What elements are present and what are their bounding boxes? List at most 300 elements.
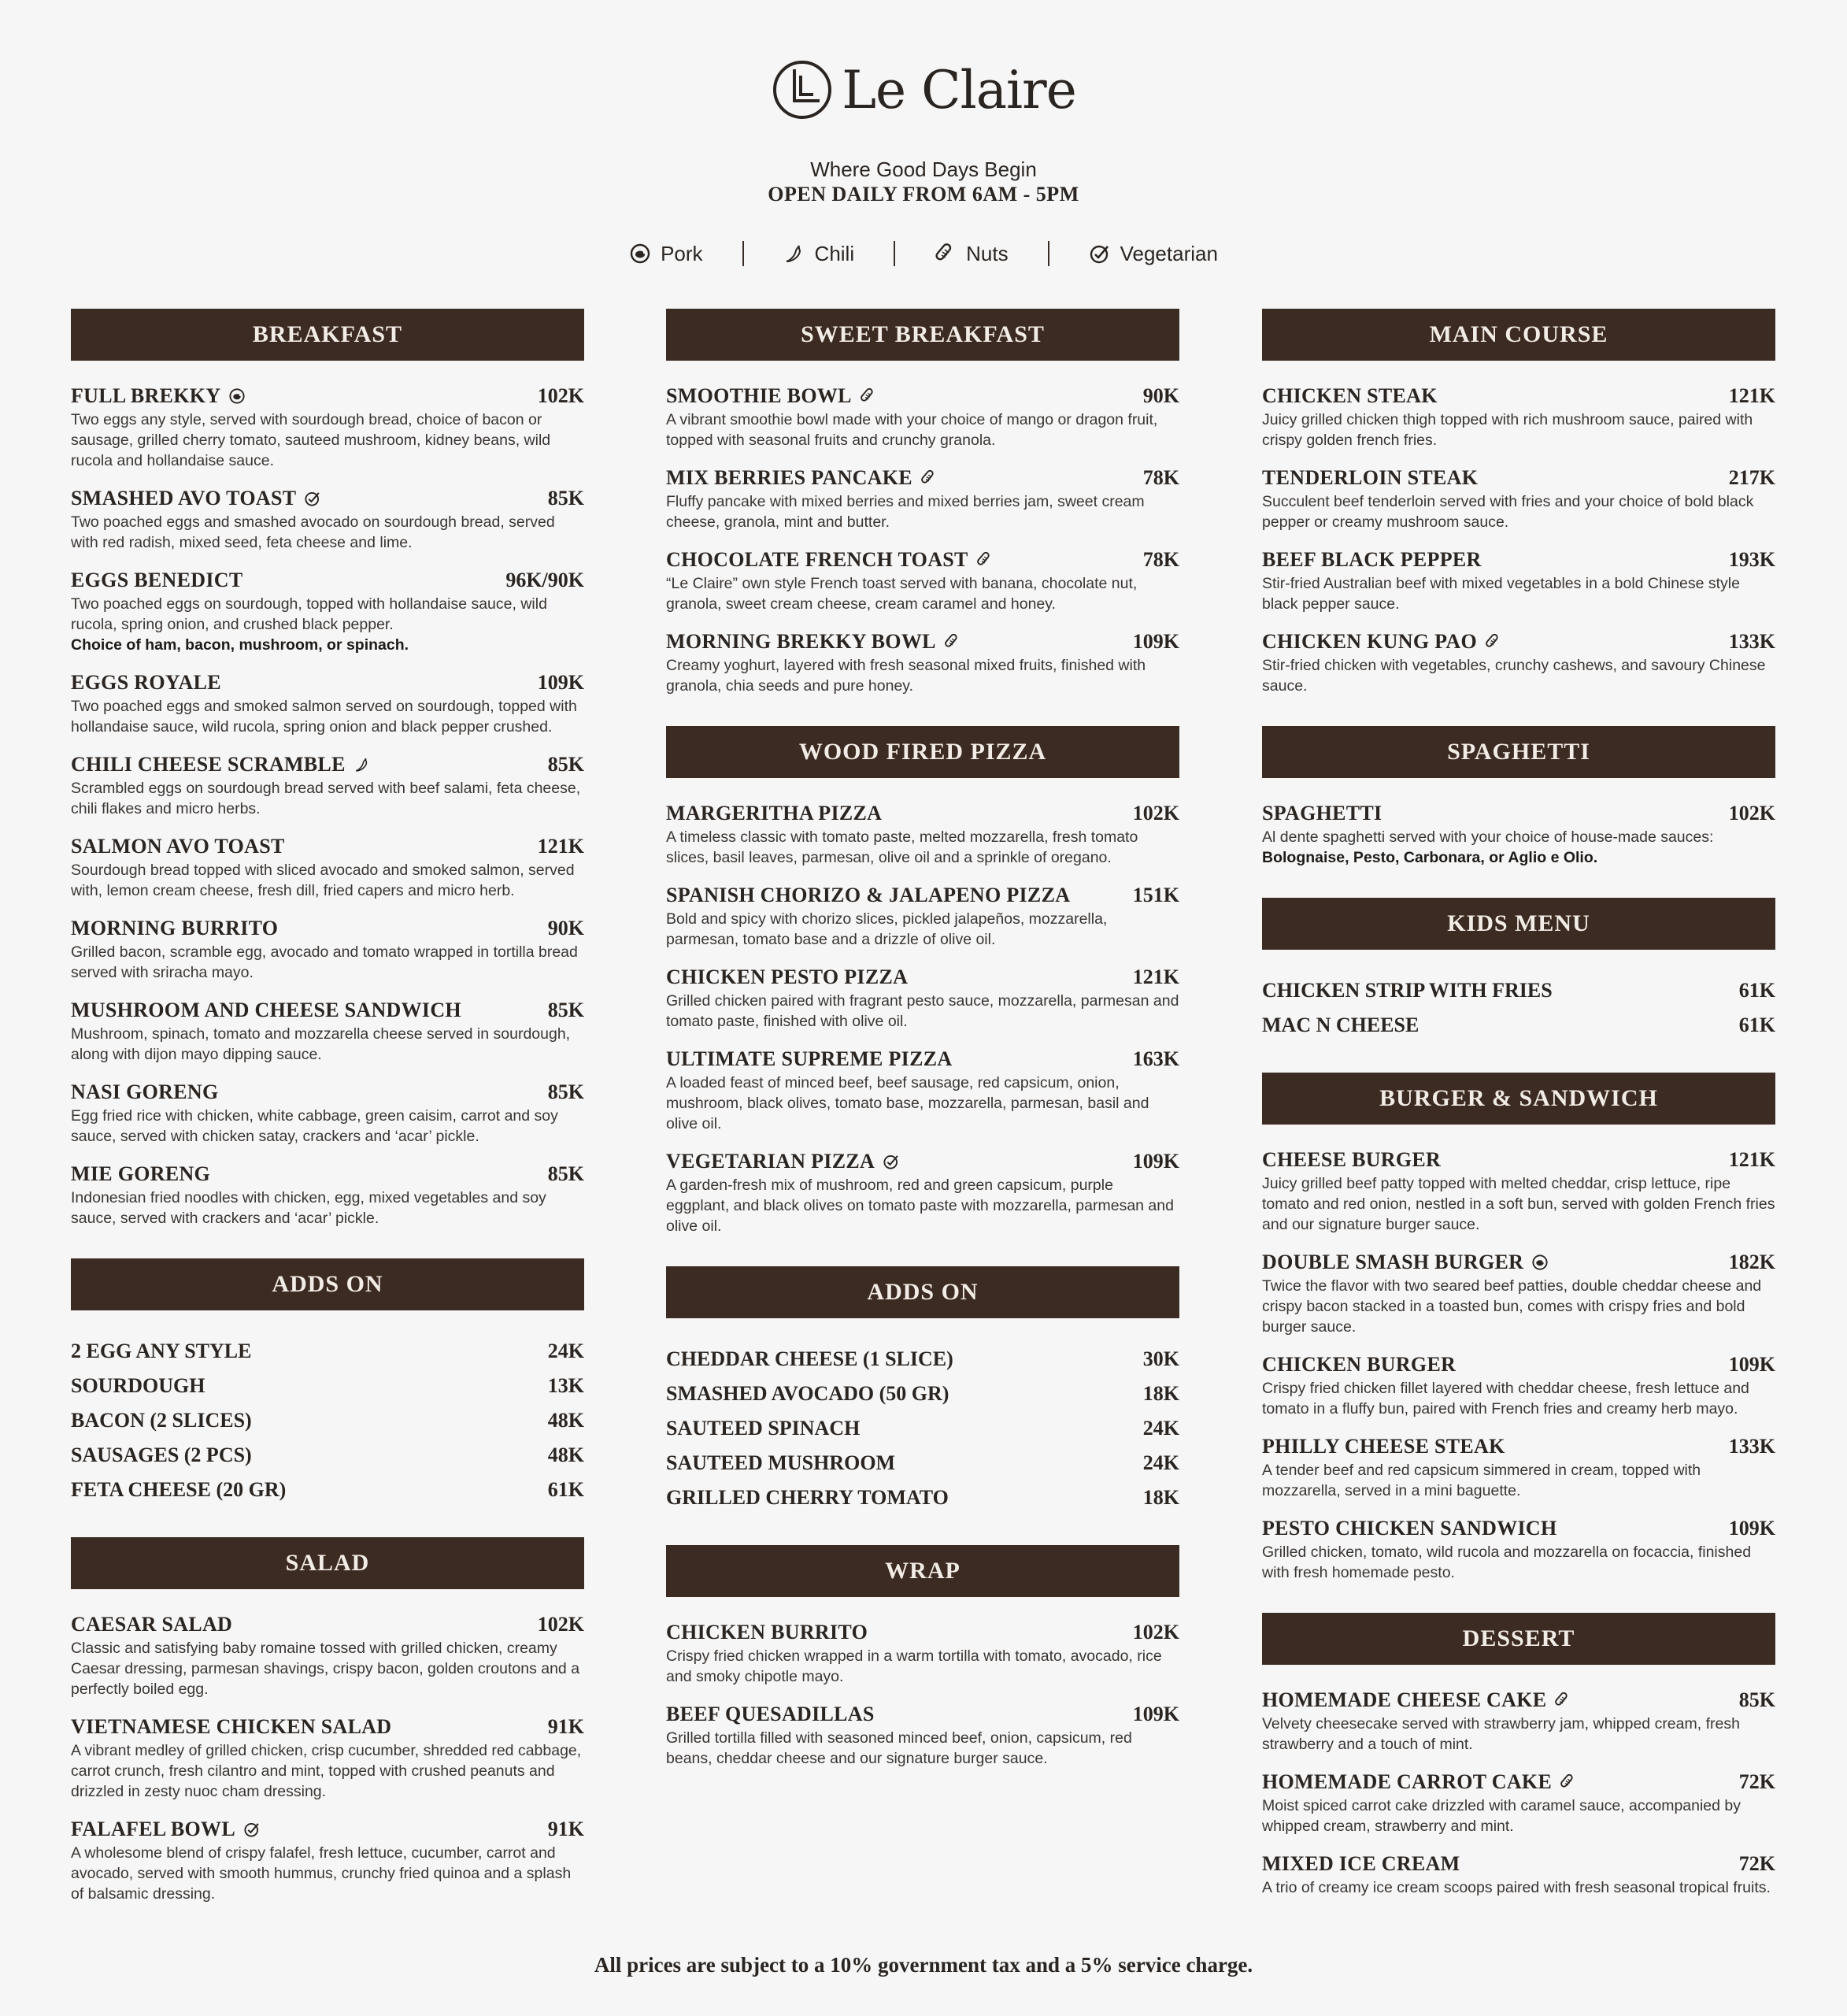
addon-price: 61K [1738, 979, 1775, 1002]
menu-item-price: 102K [1132, 802, 1179, 825]
addon-price: 18K [1142, 1382, 1179, 1405]
menu-item-price: 91K [547, 1818, 584, 1840]
menu-item [71, 1080, 584, 1147]
menu-column-left [71, 309, 584, 1934]
menu-item [71, 753, 584, 819]
addon-name: CHICKEN STRIP WITH FRIES [1262, 979, 1553, 1002]
tax-notice: All prices are subject to a 10% government tax and a 5% service charge. [594, 1953, 1253, 1977]
menu-item-name [666, 965, 908, 989]
menu-item-price: 151K [1132, 884, 1179, 906]
addon-item [71, 1334, 584, 1369]
nuts-icon [944, 633, 961, 650]
menu-item-price: 133K [1728, 630, 1775, 653]
vegetarian-icon [304, 490, 321, 507]
menu-item-title: CHICKEN PESTO PIZZA [666, 965, 909, 988]
menu-item-name [1262, 630, 1502, 654]
menu-item-price: 121K [1728, 1148, 1775, 1171]
menu-item-title: PESTO CHICKEN SANDWICH [1262, 1517, 1557, 1540]
section-heading: DESSERT [1262, 1613, 1775, 1665]
menu-item [666, 965, 1179, 1032]
menu-item-header [1262, 1770, 1775, 1794]
menu-item [71, 1715, 584, 1802]
menu-item-name [1262, 1517, 1557, 1540]
menu-item-title: EGGS ROYALE [71, 671, 221, 694]
addon-price: 24K [547, 1340, 584, 1362]
menu-item-price: 90K [547, 917, 584, 939]
addon-price: 30K [1142, 1347, 1179, 1370]
menu-item [1262, 384, 1775, 450]
menu-item-description: Egg fried rice with chicken, white cabbage, green caisim, carrot and soy sauce, served with chicken satay, crackers and ‘acar’ pickle. [71, 1107, 558, 1145]
menu-item-description: Grilled chicken, tomato, wild rucola and mozzarella on focaccia, finished with fresh homemade pesto. [1262, 1544, 1752, 1581]
menu-item-name [666, 384, 877, 408]
tagline: Where Good Days Begin [810, 158, 1037, 181]
menu-item-name [1262, 466, 1478, 490]
menu-item-title: CHICKEN STEAK [1262, 384, 1438, 407]
menu-item [1262, 1148, 1775, 1235]
menu-item-title: BEEF QUESADILLAS [666, 1703, 875, 1725]
addon-price: 24K [1142, 1417, 1179, 1440]
menu-section-dessert [1262, 1613, 1775, 1898]
menu-item-name [71, 569, 242, 592]
menu-item-price: 121K [1728, 384, 1775, 407]
menu-item [1262, 802, 1775, 868]
menu-section-spaghetti [1262, 726, 1775, 868]
menu-item-header [71, 835, 584, 858]
section-heading: MAIN COURSE [1262, 309, 1775, 361]
menu-item-name [71, 671, 221, 695]
menu-item [1262, 1353, 1775, 1419]
menu-section-breakfast [71, 309, 584, 1228]
menu-item-title: CHICKEN KUNG PAO [1262, 630, 1477, 653]
addon-name: CHEDDAR CHEESE (1 SLICE) [666, 1347, 953, 1370]
legend-chili [744, 242, 894, 266]
addon-name: MAC N CHEESE [1262, 1014, 1419, 1036]
menu-item-title: MIXED ICE CREAM [1262, 1852, 1460, 1875]
menu-item-price: 102K [1132, 1621, 1179, 1644]
menu-item-price: 90K [1142, 384, 1179, 407]
menu-section-salad [71, 1537, 584, 1904]
nuts-icon [860, 387, 877, 405]
section-heading: KIDS MENU [1262, 898, 1775, 950]
menu-item-description: Juicy grilled chicken thigh topped with rich mushroom sauce, paired with crispy golden french fries. [1262, 411, 1753, 449]
menu-item-header [666, 884, 1179, 907]
menu-item-name [666, 1703, 875, 1726]
menu-item [666, 1703, 1179, 1769]
menu-item-price: 121K [537, 835, 584, 858]
menu-item-header [666, 1621, 1179, 1644]
pork-icon [228, 387, 246, 405]
menu-item-header [666, 548, 1179, 572]
menu-item-header [666, 1703, 1179, 1726]
menu-item-name [666, 884, 1070, 907]
menu-item [666, 630, 1179, 696]
menu-item-price: 85K [547, 753, 584, 776]
menu-item-description: Crispy fried chicken wrapped in a warm tortilla with tomato, avocado, rice and smoky chipotle mayo. [666, 1647, 1162, 1685]
addon-name: BACON (2 SLICES) [71, 1409, 252, 1432]
menu-item-name [71, 1715, 391, 1739]
addon-item [666, 1446, 1179, 1480]
menu-item-name [1262, 1688, 1571, 1712]
addon-item [71, 1473, 584, 1507]
menu-item-price: 72K [1738, 1770, 1775, 1793]
menu-item-header [1262, 1517, 1775, 1540]
menu-item-title: SPANISH CHORIZO & JALAPENO PIZZA [666, 884, 1071, 906]
menu-item-name [666, 1047, 952, 1071]
addon-name: SAUTEED SPINACH [666, 1417, 861, 1440]
menu-item-title: CHILI CHEESE SCRAMBLE [71, 753, 346, 776]
menu-item-header [1262, 1353, 1775, 1377]
nuts-icon [976, 551, 994, 569]
menu-column-right [1262, 309, 1775, 1928]
menu-item-description: Succulent beef tenderloin served with fries and your choice of bold black pepper or creamy mushroom sauce. [1262, 493, 1754, 531]
pork-icon [1531, 1254, 1549, 1271]
menu-item-description: A trio of creamy ice cream scoops paired with fresh seasonal tropical fruits. [1262, 1879, 1771, 1896]
menu-item-price: 182K [1728, 1251, 1775, 1273]
addon-name: FETA CHEESE (20 GR) [71, 1478, 287, 1501]
menu-item-header [1262, 1688, 1775, 1712]
section-heading: WOOD FIRED PIZZA [666, 726, 1179, 778]
menu-item-description: Velvety cheesecake served with strawberry jam, whipped cream, fresh strawberry and a touch of mint. [1262, 1715, 1740, 1753]
menu-item-description: Moist spiced carrot cake drizzled with caramel sauce, accompanied by whipped cream, strawberry and mint. [1262, 1797, 1742, 1835]
addon-item [666, 1377, 1179, 1411]
menu-item [666, 548, 1179, 614]
menu-item-name [1262, 802, 1382, 825]
dietary-legend [0, 241, 1847, 266]
menu-item-title: SMOOTHIE BOWL [666, 384, 852, 407]
menu-item-description: A vibrant medley of grilled chicken, crisp cucumber, shredded red cabbage, carrot crunch, fresh cilantro and mint, topped with crushed peanuts and drizzled in zesty nuoc cham dressing. [71, 1742, 582, 1800]
menu-section-sweet-breakfast [666, 309, 1179, 696]
nuts-icon [920, 469, 938, 487]
menu-section-wrap [666, 1545, 1179, 1769]
menu-item [1262, 1770, 1775, 1836]
menu-section-main-course [1262, 309, 1775, 696]
menu-item-name [1262, 1852, 1460, 1876]
brand-logo [0, 58, 1847, 121]
menu-item-description: Stir-fried chicken with vegetables, crunchy cashews, and savoury Chinese sauce. [1262, 657, 1766, 695]
addon-price: 24K [1142, 1451, 1179, 1474]
menu-item [666, 884, 1179, 950]
nuts-icon [1554, 1692, 1571, 1709]
menu-item-name [71, 999, 461, 1022]
section-heading: SALAD [71, 1537, 584, 1589]
addon-item [666, 1411, 1179, 1446]
menu-item-name [1262, 1353, 1456, 1377]
menu-item-description: Mushroom, spinach, tomato and mozzarella cheese served in sourdough, along with dijon mayo dipping sauce. [71, 1025, 571, 1063]
menu-item-name [71, 917, 278, 940]
menu-item-name [666, 802, 882, 825]
menu-item-description: A vibrant smoothie bowl made with your choice of mango or dragon fruit, topped with seasonal fruits and crunchy granola. [666, 411, 1158, 449]
menu-item [71, 999, 584, 1065]
menu-item-price: 78K [1142, 466, 1179, 489]
menu-item-price: 85K [547, 487, 584, 510]
addon-price: 18K [1142, 1486, 1179, 1509]
menu-item-header [71, 1080, 584, 1104]
menu-item [666, 384, 1179, 450]
menu-item-price: 109K [1132, 1703, 1179, 1725]
legend-label: Chili [814, 241, 855, 265]
menu-item-name [71, 1818, 261, 1841]
addon-name: GRILLED CHERRY TOMATO [666, 1486, 949, 1509]
menu-item-name [71, 835, 285, 858]
menu-item-name [1262, 1251, 1549, 1274]
menu-item-header [1262, 630, 1775, 654]
menu-item-title: VEGETARIAN PIZZA [666, 1150, 875, 1173]
pork-icon [629, 243, 651, 265]
menu-item-title: MARGERITHA PIZZA [666, 802, 883, 825]
menu-item-title: TENDERLOIN STEAK [1262, 466, 1479, 489]
menu-item [666, 1150, 1179, 1236]
menu-item-header [71, 753, 584, 776]
menu-item-title: VIETNAMESE CHICKEN SALAD [71, 1715, 392, 1738]
legend-label: Nuts [966, 241, 1009, 265]
addon-name: SAUTEED MUSHROOM [666, 1451, 896, 1474]
menu-item-header [1262, 1251, 1775, 1274]
menu-item-header [666, 384, 1179, 408]
menu-item-description: A wholesome blend of crispy falafel, fresh lettuce, cucumber, carrot and avocado, served with smooth hummus, crunchy fried quinoa and a splash of balsamic dressing. [71, 1844, 572, 1903]
nuts-icon [1485, 633, 1502, 650]
menu-item-description: A garden-fresh mix of mushroom, red and green capsicum, purple eggplant, and black olives on tomato paste with mozzarella, parmesan and olive oil. [666, 1177, 1174, 1235]
menu-item-title: NASI GORENG [71, 1080, 219, 1103]
menu-item-header [666, 1150, 1179, 1173]
menu-item-title: CHICKEN BURGER [1262, 1353, 1457, 1376]
menu-item-header [71, 487, 584, 510]
section-heading: ADDS ON [71, 1258, 584, 1310]
addon-price: 48K [547, 1443, 584, 1466]
menu-item [71, 569, 584, 655]
menu-item [666, 466, 1179, 532]
menu-item-title: HOMEMADE CHEESE CAKE [1262, 1688, 1547, 1711]
menu-item-price: 217K [1728, 466, 1775, 489]
menu-item-price: 96K/90K [505, 569, 584, 591]
legend-nuts [895, 242, 1047, 266]
section-heading: SPAGHETTI [1262, 726, 1775, 778]
menu-item-header [666, 466, 1179, 490]
addon-name: SOURDOUGH [71, 1374, 205, 1397]
menu-item-price: 102K [537, 1613, 584, 1636]
menu-item-price: 85K [547, 999, 584, 1021]
menu-item-description: Fluffy pancake with mixed berries and mixed berries jam, sweet cream cheese, granola, mint and butter. [666, 493, 1145, 531]
menu-item-price: 91K [547, 1715, 584, 1738]
menu-item-header [666, 802, 1179, 825]
addon-price: 48K [547, 1409, 584, 1432]
menu-item-title: MORNING BURRITO [71, 917, 279, 939]
menu-item-header [1262, 1435, 1775, 1458]
menu-item-name [666, 548, 994, 572]
menu-item-header [71, 917, 584, 940]
opening-hours: OPEN DAILY FROM 6AM - 5PM [768, 183, 1079, 206]
legend-label: Vegetarian [1120, 241, 1218, 265]
menu-item-note: Choice of ham, bacon, mushroom, or spinach. [71, 636, 409, 654]
menu-item-name [71, 1613, 232, 1636]
menu-item-name [71, 1080, 219, 1104]
menu-item-header [71, 999, 584, 1022]
menu-item-description: Stir-fried Australian beef with mixed vegetables in a bold Chinese style black pepper sauce. [1262, 575, 1740, 613]
menu-item [1262, 630, 1775, 696]
menu-item [666, 802, 1179, 868]
menu-item-title: CHOCOLATE FRENCH TOAST [666, 548, 968, 571]
menu-item-name [71, 753, 371, 776]
addon-price: 13K [547, 1374, 584, 1397]
menu-item-title: MIE GORENG [71, 1162, 211, 1185]
menu-item-name [1262, 384, 1438, 408]
menu-item-description: A tender beef and red capsicum simmered in cream, topped with mozzarella, served in a mini baguette. [1262, 1462, 1701, 1499]
vegetarian-icon [1089, 243, 1111, 265]
menu-item-price: 85K [547, 1080, 584, 1103]
vegetarian-icon [243, 1821, 261, 1838]
addon-price: 61K [547, 1478, 584, 1501]
menu-item-note: Bolognaise, Pesto, Carbonara, or Aglio e Olio. [1262, 849, 1598, 866]
addon-item [71, 1369, 584, 1403]
menu-item-title: BEEF BLACK PEPPER [1262, 548, 1482, 571]
menu-item-price: 109K [537, 671, 584, 694]
menu-item-header [1262, 1148, 1775, 1172]
menu-item-price: 102K [1728, 802, 1775, 825]
addon-item [1262, 1008, 1775, 1043]
menu-item-price: 133K [1728, 1435, 1775, 1458]
menu-item [1262, 1435, 1775, 1501]
addon-item [71, 1438, 584, 1473]
menu-item-price: 109K [1132, 630, 1179, 653]
menu-item-header [71, 1715, 584, 1739]
menu-section-adds-on [71, 1258, 584, 1507]
menu-item [71, 384, 584, 471]
menu-item-description: Two eggs any style, served with sourdough bread, choice of bacon or sausage, grilled cherry tomato, sauteed mushroom, kidney beans, wild rucola and hollandaise sauce. [71, 411, 551, 469]
menu-item-header [71, 1162, 584, 1186]
addon-item [71, 1403, 584, 1438]
menu-item-description: Twice the flavor with two seared beef patties, double cheddar cheese and crispy bacon stacked in a toasted bun, comes with crispy fries and bold burger sauce. [1262, 1277, 1762, 1336]
menu-item-title: PHILLY CHEESE STEAK [1262, 1435, 1505, 1458]
menu-item-name [71, 487, 321, 510]
chili-icon [783, 243, 805, 265]
menu-item-price: 85K [547, 1162, 584, 1185]
legend-label: Pork [661, 241, 703, 265]
menu-item-description: Crispy fried chicken fillet layered with cheddar cheese, fresh lettuce and tomato in a fluffy bun, paired with French fries and creamy herb mayo. [1262, 1380, 1749, 1418]
menu-item-title: DOUBLE SMASH BURGER [1262, 1251, 1524, 1273]
menu-item-title: EGGS BENEDICT [71, 569, 243, 591]
menu-item-header [71, 1818, 584, 1841]
menu-item-name [1262, 1435, 1505, 1458]
menu-item-title: ULTIMATE SUPREME PIZZA [666, 1047, 953, 1070]
menu-item-title: MUSHROOM AND CHEESE SANDWICH [71, 999, 461, 1021]
menu-item [1262, 1517, 1775, 1583]
nuts-icon [935, 243, 957, 265]
menu-item-title: SALMON AVO TOAST [71, 835, 285, 858]
menu-item-description: A timeless classic with tomato paste, melted mozzarella, fresh tomato slices, basil leaves, parmesan, olive oil and a sprinkle of oregano. [666, 828, 1138, 866]
menu-item-name [666, 1621, 868, 1644]
menu-item-description: “Le Claire” own style French toast served with banana, chocolate nut, granola, sweet cream cheese, cream caramel and honey. [666, 575, 1138, 613]
menu-item-header [1262, 384, 1775, 408]
menu-item-header [71, 671, 584, 695]
brand-name: Le Claire [842, 59, 1076, 120]
menu-item-header [666, 630, 1179, 654]
addon-price: 61K [1738, 1014, 1775, 1036]
menu-item-title: CHEESE BURGER [1262, 1148, 1442, 1171]
legend-vegetarian [1049, 242, 1257, 266]
menu-item-header [71, 1613, 584, 1636]
menu-item-header [666, 1047, 1179, 1071]
section-heading: BREAKFAST [71, 309, 584, 361]
addon-item [1262, 973, 1775, 1008]
addon-name: SAUSAGES (2 PCS) [71, 1443, 252, 1466]
menu-item-price: 102K [537, 384, 584, 407]
menu-item-title: MIX BERRIES PANCAKE [666, 466, 912, 489]
menu-item-description: Indonesian fried noodles with chicken, egg, mixed vegetables and soy sauce, served with crackers and ‘acar’ pickle. [71, 1189, 546, 1227]
menu-section-wood-fired-pizza [666, 726, 1179, 1236]
menu-item-header [71, 384, 584, 408]
section-heading: SWEET BREAKFAST [666, 309, 1179, 361]
menu-item [1262, 548, 1775, 614]
menu-item-header [666, 965, 1179, 989]
section-heading: WRAP [666, 1545, 1179, 1597]
section-heading: ADDS ON [666, 1266, 1179, 1318]
menu-item-description: Scrambled eggs on sourdough bread served with beef salami, feta cheese, chili flakes and micro herbs. [71, 780, 581, 817]
section-heading: BURGER & SANDWICH [1262, 1073, 1775, 1125]
menu-item-description: A loaded feast of minced beef, beef sausage, red capsicum, onion, mushroom, black olives, tomato base, mozzarella, parmesan, basil and olive oil. [666, 1074, 1149, 1132]
menu-item-name [666, 1150, 900, 1173]
menu-item-price: 109K [1132, 1150, 1179, 1173]
menu-item [71, 917, 584, 983]
menu-item-price: 109K [1728, 1517, 1775, 1540]
menu-section-kids-menu [1262, 898, 1775, 1043]
menu-item-header [1262, 548, 1775, 572]
nuts-icon [1560, 1773, 1577, 1791]
menu-item [71, 671, 584, 737]
menu-item-price: 85K [1738, 1688, 1775, 1711]
menu-item-price: 121K [1132, 965, 1179, 988]
menu-item [1262, 1852, 1775, 1898]
chili-icon [353, 756, 371, 773]
menu-item-header [1262, 466, 1775, 490]
vegetarian-icon [883, 1153, 900, 1170]
menu-item-title: FULL BREKKY [71, 384, 221, 407]
menu-item-header [71, 569, 584, 592]
menu-column-middle [666, 309, 1179, 1799]
menu-item [71, 487, 584, 553]
menu-item-description: Grilled chicken paired with fragrant pesto sauce, mozzarella, parmesan and tomato paste, finished with olive oil. [666, 992, 1179, 1030]
menu-item-title: SMASHED AVO TOAST [71, 487, 297, 510]
menu-item-name [666, 630, 961, 654]
menu-item-description: Two poached eggs and smoked salmon served on sourdough, topped with hollandaise sauce, wild rucola, spring onion and black pepper crushed. [71, 698, 577, 736]
menu-item-description: Juicy grilled beef patty topped with melted cheddar, crisp lettuce, ripe tomato and red onion, nestled in a soft bun, served with golden French fries and our signature burger sauce. [1262, 1175, 1775, 1233]
menu-item-title: SPAGHETTI [1262, 802, 1382, 825]
menu-item [71, 1162, 584, 1228]
menu-item-name [71, 384, 246, 408]
menu-item-description: Classic and satisfying baby romaine tossed with grilled chicken, creamy Caesar dressing, parmesan shavings, crispy bacon, golden croutons and a perfectly boiled egg. [71, 1640, 580, 1698]
menu-item-title: HOMEMADE CARROT CAKE [1262, 1770, 1553, 1793]
menu-item-header [1262, 1852, 1775, 1876]
menu-item [666, 1621, 1179, 1687]
menu-section-burger-sandwich [1262, 1073, 1775, 1583]
menu-item [666, 1047, 1179, 1134]
menu-item [71, 1613, 584, 1699]
menu-item-price: 163K [1132, 1047, 1179, 1070]
menu-item-title: FALAFEL BOWL [71, 1818, 235, 1840]
addon-name: 2 EGG ANY STYLE [71, 1340, 252, 1362]
menu-item-name [71, 1162, 210, 1186]
menu-item-price: 78K [1142, 548, 1179, 571]
menu-item-price: 109K [1728, 1353, 1775, 1376]
addon-name: SMASHED AVOCADO (50 GR) [666, 1382, 949, 1405]
menu-item [71, 1818, 584, 1904]
menu-item-description: Grilled tortilla filled with seasoned minced beef, onion, capsicum, red beans, cheddar cheese and our signature burger sauce. [666, 1729, 1132, 1767]
menu-item-price: 193K [1728, 548, 1775, 571]
menu-item-description: Bold and spicy with chorizo slices, pickled jalapeños, mozzarella, parmesan, tomato base and a drizzle of olive oil. [666, 910, 1108, 948]
menu-item-description: Grilled bacon, scramble egg, avocado and tomato wrapped in tortilla bread served with sriracha mayo. [71, 943, 578, 981]
menu-item-title: CHICKEN BURRITO [666, 1621, 868, 1644]
menu-item-title: MORNING BREKKY BOWL [666, 630, 936, 653]
menu-item-description: Two poached eggs and smashed avocado on sourdough bread, served with red radish, mixed seed, feta cheese and lime. [71, 513, 555, 551]
menu-item-name [1262, 1148, 1441, 1172]
